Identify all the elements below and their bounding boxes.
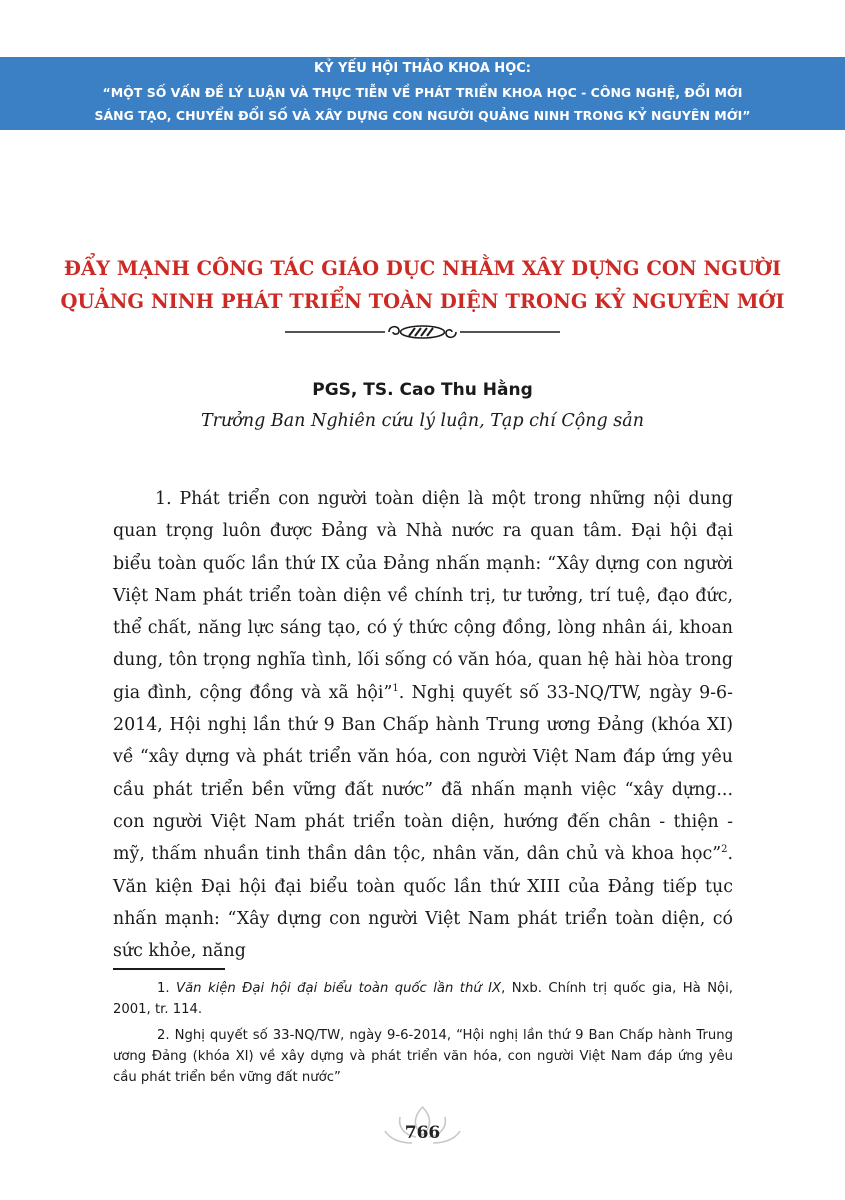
body-text-part-2: . Nghị quyết số 33-NQ/TW, ngày 9-6-2014, Hội nghị lần thứ 9 Ban Chấp hành Trung ương Đảng (khóa XI) về “xây dựng và phát triển văn hóa, con người Việt Nam đáp ứng yêu cầu phát triển bền vững đất nước” đã nhấn mạnh việc “xây dựng... con người Việt Nam phát triển toàn diện, hướng đến chân - thiện - mỹ, thấm nhuần tinh thần dân tộc, nhân văn, dân chủ và khoa học” [113,682,733,865]
article-title-line-1: ĐẨY MẠNH CÔNG TÁC GIÁO DỤC NHẰM XÂY DỰNG CON NGƯỜI [63,257,782,280]
footnote-ref-1[interactable]: 1 [392,682,399,694]
conference-header-band [0,57,845,130]
header-line-3: SÁNG TẠO, CHUYỂN ĐỔI SỐ VÀ XÂY DỰNG CON NGƯỜI QUẢNG NINH TRONG KỶ NGUYÊN MỚI” [94,108,751,123]
article-title-line-2: QUẢNG NINH PHÁT TRIỂN TOÀN DIỆN TRONG KỶ NGUYÊN MỚI [60,290,785,313]
footnote-separator [113,968,225,970]
footnote-1-number: 1. [157,981,170,996]
footnote-1 [113,978,733,1020]
footnote-2: 2. Nghị quyết số 33-NQ/TW, ngày 9-6-2014, “Hội nghị lần thứ 9 Ban Chấp hành Trung ương Đảng (khóa XI) về xây dựng và phát triển văn hóa, con người Việt Nam đáp ứng yêu cầu phát triển bền vững đất nước” [113,1028,733,1085]
header-line-1: KỶ YẾU HỘI THẢO KHOA HỌC: [314,61,531,76]
author-affiliation: Trưởng Ban Nghiên cứu lý luận, Tạp chí Cộng sản [201,411,644,431]
header-line-2: “MỘT SỐ VẤN ĐỀ LÝ LUẬN VÀ THỰC TIỄN VỀ PHÁT TRIỂN KHOA HỌC - CÔNG NGHỆ, ĐỔI MỚI [102,85,743,100]
footnote-1-title: Văn kiện Đại hội đại biểu toàn quốc lần thứ IX [176,981,502,996]
footnote-1-rest: , Nxb. Chính trị quốc gia, Hà Nội, 2001, tr. 114. [113,981,733,1017]
page-number: 766 [404,1123,441,1143]
title-divider-ornament-icon [285,322,560,342]
footnote-ref-2[interactable]: 2 [721,844,728,856]
body-text-part-1: 1. Phát triển con người toàn diện là một trong những nội dung quan trọng luôn được Đảng và Nhà nước ra quan tâm. Đại hội đại biểu toàn quốc lần thứ IX của Đảng nhấn mạnh: “Xây dựng con người Việt Nam phát triển toàn diện về chính trị, tư tưởng, trí tuệ, đạo đức, thể chất, năng lực sáng tạo, có ý thức cộng đồng, lòng nhân ái, khoan dung, tôn trọng nghĩa tình, lối sống có văn hóa, quan hệ hài hòa trong gia đình, cộng đồng và xã hội” [113,489,733,703]
page-number-block [380,1105,465,1165]
body-paragraph [113,483,733,967]
author-name: PGS, TS. Cao Thu Hằng [312,380,533,400]
body-text-part-3: . Văn kiện Đại hội đại biểu toàn quốc lần thứ XIII của Đảng tiếp tục nhấn mạnh: “Xây dựng con người Việt Nam phát triển toàn diện, có sức khỏe, năng [113,844,733,962]
